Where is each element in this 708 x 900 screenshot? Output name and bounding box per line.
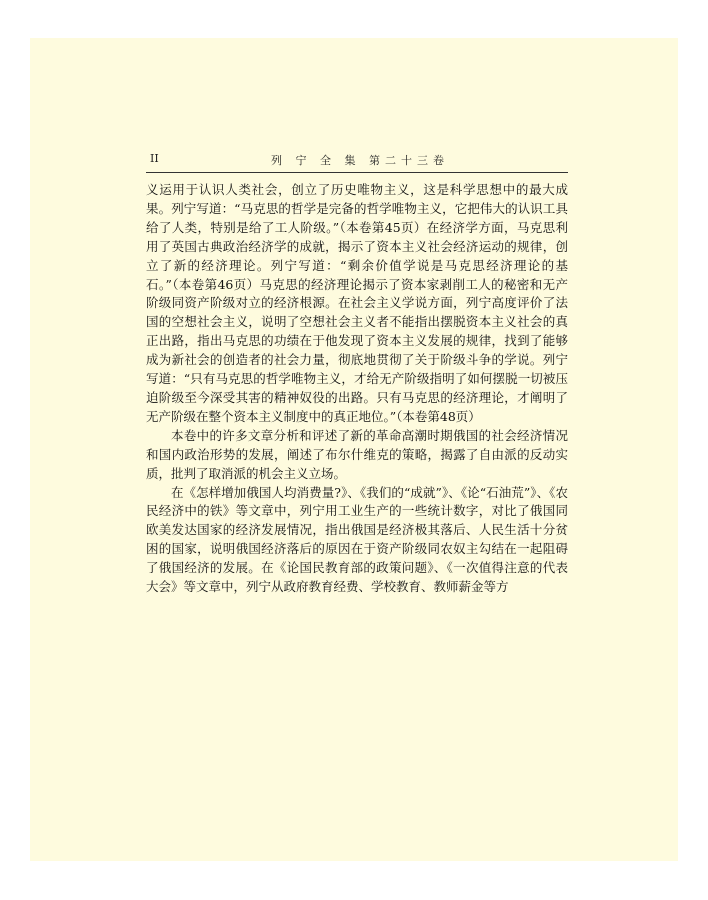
paragraph: 本卷中的许多文章分析和评述了新的革命高潮时期俄国的社会经济情况和国内政治形势的发展，阐述了布尔什维克的策略，揭露了自由派的反动实质，批判了取消派的机会主义立场。 [146, 427, 568, 481]
page-header [146, 150, 568, 173]
body-text [146, 181, 568, 597]
running-title: 列 宁 全 集 第二十三卷 [271, 154, 449, 167]
paragraph-continued: 义运用于认识人类社会，创立了历史唯物主义，这是科学思想中的最大成果。列宁写道：“马克思的哲学是完备的哲学唯物主义，它把伟大的认识工具给了人类，特别是给了工人阶级。”（本卷第45页）在经济学方面，马克思利用了英国古典政治经济学的成就，揭示了资本主义社会经济运动的规律，创立了新的经济理论。列宁写道：“剩余价值学说是马克思经济理论的基石。”（本卷第46页）马克思的经济理论揭示了资本家剥削工人的秘密和无产阶级同资产阶级对立的经济根源。在社会主义学说方面，列宁高度评价了法国的空想社会主义，说明了空想社会主义者不能指出摆脱资本主义社会的真正出路，指出马克思的功绩在于他发现了资本主义发展的规律，找到了能够成为新社会的创造者的社会力量，彻底地贯彻了关于阶级斗争的学说。列宁写道：“只有马克思的哲学唯物主义，才给无产阶级指明了如何摆脱一切被压迫阶级至今深受其害的精神奴役的出路。只有马克思的经济理论，才阐明了无产阶级在整个资本主义制度中的真正地位。”（本卷第48页） [146, 182, 568, 424]
page-number: II [150, 152, 159, 165]
paragraph: 在《怎样增加俄国人均消费量?》、《我们的“成就”》、《论“石油荒”》、《农民经济中的铁》等文章中，列宁用工业生产的一些统计数字，对比了俄国同欧美发达国家的经济发展情况，指出俄国是经济极其落后、人民生活十分贫困的国家，说明俄国经济落后的原因在于资产阶级同农奴主勾结在一起阻碍了俄国经济的发展。在《论国民教育部的政策问题》、《一次值得注意的代表大会》等文章中，列宁从政府教育经费、学校教育、教师薪金等方 [146, 484, 568, 595]
